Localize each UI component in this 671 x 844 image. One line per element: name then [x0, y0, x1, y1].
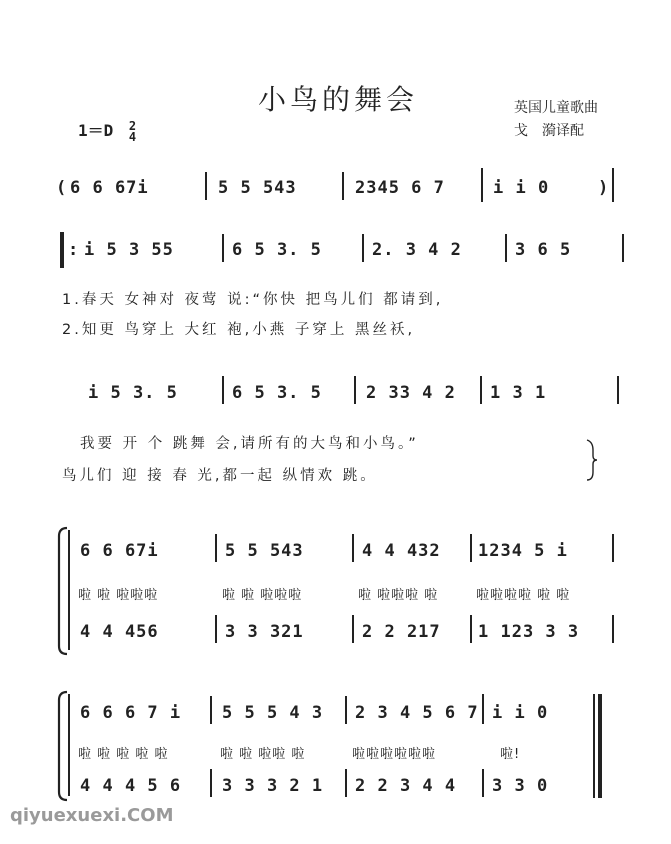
barline	[622, 234, 624, 262]
chorus2-lower-measure-4: 3 3 0	[492, 776, 549, 796]
verse-measure-3: 2. 3 4 2	[372, 240, 462, 260]
verse2-measure-1: i 5 3. 5	[88, 383, 178, 403]
chorus2-la-measure-3: 啦啦啦啦啦啦	[352, 747, 437, 762]
lyrics-verse2-line2: 鸟儿们 迎 接 春 光,都一起 纵情欢 跳。	[62, 468, 378, 484]
verse2-measure-4: 1 3 1	[490, 383, 547, 403]
barline	[215, 534, 217, 562]
barline	[470, 534, 472, 562]
barline	[354, 376, 356, 404]
chorus2-upper-measure-1: 6 6 6 7 i	[80, 703, 182, 723]
lyrics-verse1-line1: 1.春天 女神对 夜莺 说:“你快 把鸟儿们 都请到,	[62, 292, 444, 308]
verse-measure-4: 3 6 5	[515, 240, 572, 260]
barline	[342, 172, 344, 200]
barline	[482, 694, 484, 724]
chorus1-upper-measure-3: 4 4 432	[362, 541, 441, 561]
barline	[345, 696, 347, 724]
barline	[482, 769, 484, 797]
barline	[470, 615, 472, 643]
meter-top: 2	[128, 118, 137, 133]
final-barline-thin	[593, 694, 595, 798]
barline	[612, 168, 614, 202]
barline	[205, 172, 207, 200]
key-text: 1＝D	[78, 121, 114, 140]
time-signature	[128, 118, 137, 144]
intro-measure-1: 6 6 67i	[70, 178, 149, 198]
origin-credit: 英国儿童歌曲	[514, 100, 598, 116]
verse-measure-1: i 5 3 55	[84, 240, 174, 260]
repeat-sign: :	[68, 240, 80, 260]
chorus1-lower-measure-1: 4 4 456	[80, 622, 159, 642]
barline	[215, 615, 217, 643]
translator-credit: 戈 漪译配	[514, 123, 584, 139]
chorus1-lower-measure-2: 3 3 321	[225, 622, 304, 642]
barline	[505, 234, 507, 262]
lyrics-verse2-line1: 2.知更 鸟穿上 大红 袍,小燕 子穿上 黑丝袄,	[62, 322, 416, 338]
chorus2-la-measure-1: 啦 啦 啦 啦 啦	[78, 747, 169, 762]
chorus1-la-measure-3: 啦 啦啦啦 啦	[358, 588, 439, 603]
chorus1-la-measure-2: 啦 啦 啦啦啦	[222, 588, 303, 603]
lyrics-verse1-line2: 我要 开 个 跳舞 会,请所有的大鸟和小鸟。”	[80, 436, 419, 452]
barline	[617, 376, 619, 404]
barline	[345, 769, 347, 797]
chorus1-upper-measure-1: 6 6 67i	[80, 541, 159, 561]
barline	[222, 376, 224, 404]
barline	[362, 234, 364, 262]
barline	[480, 376, 482, 404]
repeat-barline	[60, 232, 64, 268]
intro-measure-4: i i 0	[493, 178, 550, 198]
chorus1-lower-measure-3: 2 2 217	[362, 622, 441, 642]
chorus2-upper-measure-2: 5 5 5 4 3	[222, 703, 324, 723]
verse-brace-icon	[584, 438, 598, 482]
chorus1-upper-measure-2: 5 5 543	[225, 541, 304, 561]
barline	[352, 534, 354, 562]
intro-close-paren: )	[598, 178, 610, 198]
verse2-measure-3: 2 33 4 2	[366, 383, 456, 403]
intro-measure-3: 2345 6 7	[355, 178, 445, 198]
verse-measure-2: 6 5 3. 5	[232, 240, 322, 260]
intro-measure-2: 5 5 543	[218, 178, 297, 198]
chorus1-lower-measure-4: 1 123 3 3	[478, 622, 580, 642]
chorus2-lower-measure-2: 3 3 3 2 1	[222, 776, 324, 796]
barline	[481, 168, 483, 202]
chorus2-lower-measure-1: 4 4 4 5 6	[80, 776, 182, 796]
watermark: qiyuexuexi.COM	[10, 805, 174, 826]
chorus1-la-measure-4: 啦啦啦啦 啦 啦	[476, 588, 571, 603]
song-title: 小鸟的舞会	[258, 83, 419, 116]
system-barline	[68, 694, 70, 796]
barline	[222, 234, 224, 262]
meter-bottom: 4	[128, 129, 137, 144]
barline	[210, 769, 212, 797]
final-barline-thick	[598, 694, 602, 798]
barline	[612, 615, 614, 643]
system-barline	[68, 530, 70, 650]
intro-open-paren: (	[56, 178, 68, 198]
chorus1-la-measure-1: 啦 啦 啦啦啦	[78, 588, 159, 603]
chorus2-lower-measure-3: 2 2 3 4 4	[355, 776, 457, 796]
verse2-measure-2: 6 5 3. 5	[232, 383, 322, 403]
chorus2-la-measure-4: 啦!	[500, 747, 521, 762]
barline	[612, 534, 614, 562]
chorus1-upper-measure-4: 1234 5 i	[478, 541, 568, 561]
chorus2-upper-measure-3: 2 3 4 5 6 7	[355, 703, 479, 723]
barline	[210, 696, 212, 724]
key-signature	[78, 118, 136, 143]
chorus2-upper-measure-4: i i 0	[492, 703, 549, 723]
chorus2-la-measure-2: 啦 啦 啦啦 啦	[220, 747, 306, 762]
barline	[352, 615, 354, 643]
